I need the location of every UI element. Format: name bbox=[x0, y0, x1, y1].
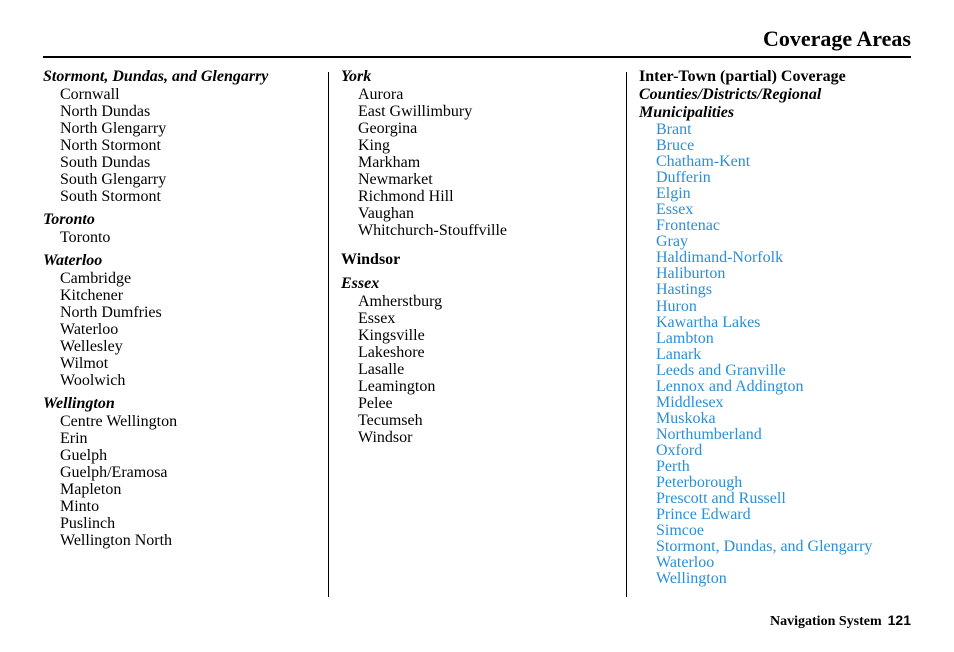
municipality-link[interactable]: Northumberland bbox=[656, 425, 762, 443]
column-divider-left bbox=[328, 72, 329, 597]
list-item: South Dundas bbox=[60, 154, 151, 171]
list-item: Kitchener bbox=[60, 287, 124, 304]
municipality-link[interactable]: Muskoka bbox=[656, 409, 716, 427]
municipality-link[interactable]: Haliburton bbox=[656, 265, 726, 283]
list-item: Toronto bbox=[60, 229, 111, 246]
municipality-link[interactable]: Frontenac bbox=[656, 217, 720, 235]
group-toronto bbox=[43, 211, 323, 246]
list-item: Essex bbox=[358, 310, 396, 327]
group-essex bbox=[341, 275, 616, 446]
inter-town-title: Inter-Town (partial) Coverage bbox=[639, 68, 846, 85]
footer-section-label: Navigation System bbox=[770, 614, 882, 629]
list-item: Cambridge bbox=[60, 270, 132, 287]
list-item: Newmarket bbox=[358, 171, 433, 188]
list-item: Minto bbox=[60, 498, 100, 515]
list-item: Erin bbox=[60, 430, 88, 447]
list-item: Kingsville bbox=[358, 327, 425, 344]
list-item: Cornwall bbox=[60, 86, 120, 103]
list-item: South Glengarry bbox=[60, 171, 167, 188]
column-left bbox=[43, 68, 323, 555]
list-item: Tecumseh bbox=[358, 412, 423, 429]
list-item: Richmond Hill bbox=[358, 188, 454, 205]
list-item: South Stormont bbox=[60, 188, 161, 205]
list-item: Markham bbox=[358, 154, 421, 171]
group-york bbox=[341, 68, 616, 239]
municipality-link[interactable]: Kawartha Lakes bbox=[656, 313, 761, 331]
column-right bbox=[639, 68, 911, 587]
list-item: Aurora bbox=[358, 86, 404, 103]
list-item: Wellington North bbox=[60, 532, 173, 549]
list-item: Waterloo bbox=[60, 321, 119, 338]
list-item: Lakeshore bbox=[358, 344, 425, 361]
municipality-link[interactable]: Lambton bbox=[656, 329, 714, 347]
list-item: Lasalle bbox=[358, 361, 405, 378]
municipality-link[interactable]: Lennox and Addington bbox=[656, 377, 804, 395]
title-divider bbox=[43, 56, 911, 58]
page-footer bbox=[770, 610, 911, 632]
list-item: Centre Wellington bbox=[60, 413, 178, 430]
list-item: Wellesley bbox=[60, 338, 123, 355]
page-title: Coverage Areas bbox=[762, 26, 911, 51]
municipality-link[interactable]: Wellington bbox=[656, 570, 727, 588]
group-heading: York bbox=[341, 68, 372, 85]
list-item: Vaughan bbox=[358, 205, 414, 222]
list-item: Mapleton bbox=[60, 481, 122, 498]
list-item: Puslinch bbox=[60, 515, 116, 532]
column-middle bbox=[341, 68, 616, 452]
group-heading: Wellington bbox=[43, 395, 115, 412]
list-item: Georgina bbox=[358, 120, 418, 137]
group-heading: Essex bbox=[341, 275, 380, 292]
municipality-link[interactable]: Prescott and Russell bbox=[656, 490, 786, 508]
region-title-windsor: Windsor bbox=[341, 251, 401, 268]
list-item: North Stormont bbox=[60, 137, 161, 154]
municipality-link[interactable]: Leeds and Granville bbox=[656, 361, 786, 379]
municipality-link[interactable]: Peterborough bbox=[656, 474, 743, 492]
municipality-link[interactable]: Prince Edward bbox=[656, 506, 751, 524]
list-item: Woolwich bbox=[60, 372, 126, 389]
list-item: Leamington bbox=[358, 378, 436, 395]
municipalities-subtitle-line1: Counties/Districts/Regional bbox=[639, 86, 822, 103]
municipality-link[interactable]: Huron bbox=[656, 297, 697, 315]
municipality-link[interactable]: Lanark bbox=[656, 345, 702, 363]
municipality-link[interactable]: Brant bbox=[656, 121, 692, 138]
list-item: King bbox=[358, 137, 390, 154]
list-item: Whitchurch-Stouffville bbox=[358, 222, 507, 239]
municipality-link[interactable]: Gray bbox=[656, 233, 688, 251]
municipality-link[interactable]: Haldimand-Norfolk bbox=[656, 249, 784, 267]
municipality-link[interactable]: Chatham-Kent bbox=[656, 153, 751, 171]
municipality-link[interactable]: Simcoe bbox=[656, 522, 704, 540]
list-item: North Dundas bbox=[60, 103, 151, 120]
list-item: Windsor bbox=[358, 429, 413, 446]
list-item: East Gwillimbury bbox=[358, 103, 473, 120]
list-item: Pelee bbox=[358, 395, 393, 412]
municipality-link[interactable]: Stormont, Dundas, and Glengarry bbox=[656, 538, 873, 556]
list-item: Wilmot bbox=[60, 355, 109, 372]
group-wellington bbox=[43, 395, 323, 549]
list-item: North Dumfries bbox=[60, 304, 162, 321]
municipality-link[interactable]: Bruce bbox=[656, 137, 695, 155]
group-stormont-dundas-and-glengarry bbox=[43, 68, 323, 205]
group-heading: Stormont, Dundas, and Glengarry bbox=[43, 68, 269, 85]
column-divider-right bbox=[626, 72, 627, 597]
municipality-link[interactable]: Dufferin bbox=[656, 169, 711, 187]
municipality-link[interactable]: Perth bbox=[656, 457, 690, 475]
page-number: 121 bbox=[887, 612, 911, 628]
list-item: Guelph/Eramosa bbox=[60, 464, 168, 481]
list-item: Guelph bbox=[60, 447, 108, 464]
municipalities-subtitle-line2: Municipalities bbox=[639, 104, 735, 121]
group-heading: Toronto bbox=[43, 211, 95, 228]
municipality-link[interactable]: Middlesex bbox=[656, 393, 724, 411]
list-item: Amherstburg bbox=[358, 293, 443, 310]
municipality-link[interactable]: Oxford bbox=[656, 441, 703, 459]
municipality-link[interactable]: Waterloo bbox=[656, 554, 715, 572]
municipality-link[interactable]: Elgin bbox=[656, 185, 691, 203]
group-waterloo bbox=[43, 252, 323, 389]
municipality-link[interactable]: Hastings bbox=[656, 281, 712, 299]
list-item: North Glengarry bbox=[60, 120, 167, 137]
municipality-link[interactable]: Essex bbox=[656, 201, 694, 219]
group-heading: Waterloo bbox=[43, 252, 103, 269]
